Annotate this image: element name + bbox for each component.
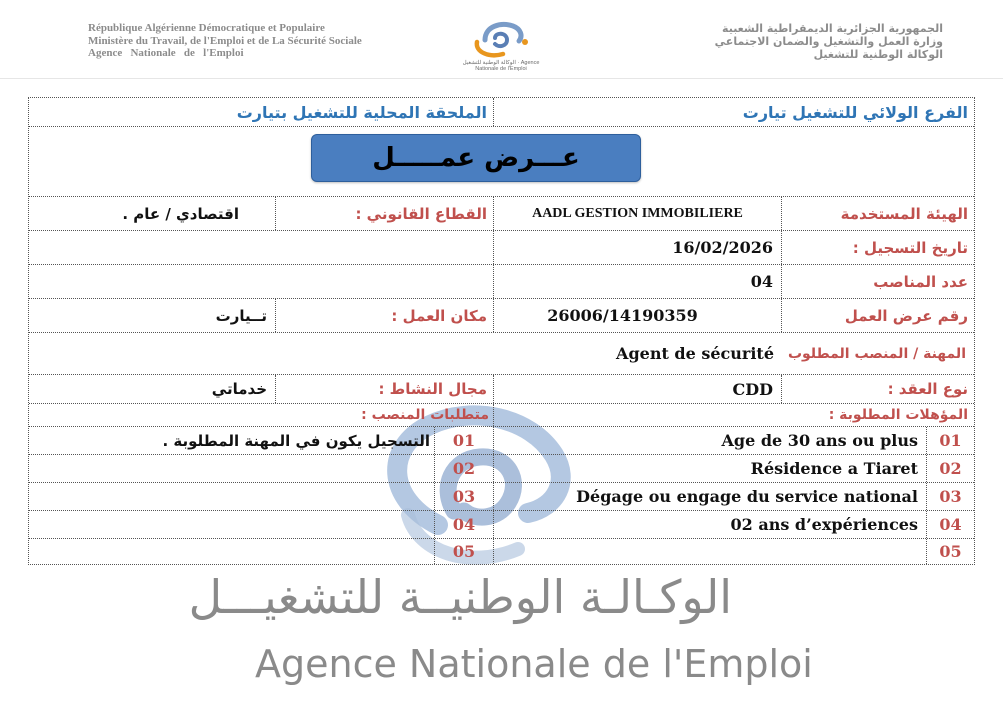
requirement-text	[29, 539, 435, 564]
footer-agency-arabic: الوكـالـة الوطنيــة للتشغيـــل	[188, 570, 732, 624]
branch-local: الملحقة المحلية للتشغيل بتيارت	[29, 98, 494, 126]
qualification-number: 03	[939, 487, 962, 506]
anem-logo-icon	[455, 16, 547, 74]
qualification-number: 02	[939, 459, 962, 478]
positions-count-label: عدد المناصب	[873, 272, 968, 291]
list-row	[29, 455, 974, 483]
offer-number-label: رقم عرض العمل	[844, 306, 968, 325]
logo-caption: الوكالة الوطنية للتشغيل · Agence Nationale de l'Emploi	[462, 60, 540, 72]
requirement-number: 01	[435, 427, 494, 454]
empty-cell	[276, 265, 494, 298]
list-row	[29, 427, 974, 455]
qualification-text: Age de 30 ans ou plus	[494, 427, 927, 454]
letterhead-ar-line: وزارة العمل والتشغيل والضمان الاجتماعي	[714, 35, 943, 48]
branch-row	[29, 98, 974, 127]
list-row	[29, 511, 974, 539]
qualification-number: 01	[939, 431, 962, 450]
offer-title: عـــرض عمـــــل	[372, 143, 580, 173]
branch-wilaya: الفرع الولائي للتشغيل تيارت	[742, 102, 968, 122]
qualification-text	[494, 539, 927, 564]
letterhead-fr-line: Agence Nationale de l'Emploi	[88, 47, 244, 59]
qualification-number: 05	[939, 542, 962, 561]
requirement-number: 03	[435, 483, 494, 510]
requirement-text: التسجيل يكون في المهنة المطلوبة .	[29, 427, 435, 454]
registration-date-value: 16/02/2026	[494, 231, 782, 264]
job-offer-form	[28, 97, 975, 565]
workplace-value: تــيارت	[29, 299, 276, 332]
offer-number-value: 26006/14190359	[494, 299, 782, 332]
offer-number-row	[29, 299, 974, 333]
section-labels-row	[29, 404, 974, 427]
list-row	[29, 483, 974, 511]
requirement-text	[29, 483, 435, 510]
requirement-text	[29, 455, 435, 482]
requirement-number: 05	[435, 539, 494, 564]
letterhead-ar-line: الجمهورية الجزائرية الديمقراطية الشعبية	[722, 22, 943, 35]
requirement-number: 04	[435, 511, 494, 538]
job-title-value: Agent de sécurité	[616, 344, 774, 363]
positions-count-value: 04	[494, 265, 782, 298]
contract-type-value: CDD	[494, 375, 782, 403]
requirements-label: متطلبات المنصب :	[29, 404, 494, 426]
activity-field-value: خدماتي	[29, 375, 276, 403]
legal-sector-label: القطاع القانوني :	[276, 197, 494, 230]
letterhead-fr-line: Ministère du Travail, de l'Emploi et de La Sécurité Sociale	[88, 34, 362, 47]
registration-date-row	[29, 231, 974, 265]
employer-value: AADL GESTION IMMOBILIERE	[494, 197, 782, 230]
contract-type-row	[29, 375, 974, 404]
letterhead-fr-line: République Algérienne Démocratique et Populaire	[88, 22, 325, 34]
qualifications-label: المؤهلات المطلوبة :	[828, 407, 968, 423]
title-row	[29, 127, 974, 197]
offer-title-banner	[311, 134, 641, 182]
qualification-text: Résidence a Tiaret	[494, 455, 927, 482]
letterhead-ar-line: الوكالة الوطنية للتشغيل	[813, 48, 943, 61]
job-title-row	[29, 333, 974, 375]
job-title-label: المهنة / المنصب المطلوب	[787, 345, 966, 362]
workplace-label: مكان العمل :	[276, 299, 494, 332]
qualification-number: 04	[939, 515, 962, 534]
letterhead-arabic	[715, 22, 943, 61]
empty-cell	[276, 231, 494, 264]
requirement-text	[29, 511, 435, 538]
qualification-text: 02 ans d’expériences	[494, 511, 927, 538]
employer-label: الهيئة المستخدمة	[840, 204, 968, 223]
activity-field-label: مجال النشاط :	[276, 375, 494, 403]
legal-sector-value: اقتصادي / عام .	[29, 197, 276, 230]
list-row	[29, 539, 974, 564]
letterhead-french	[88, 22, 362, 60]
qualification-text: Dégage ou engage du service national	[494, 483, 927, 510]
requirement-number: 02	[435, 455, 494, 482]
footer-agency-french: Agence Nationale de l'Emploi	[255, 642, 813, 686]
letterhead	[0, 0, 1003, 79]
contract-type-label: نوع العقد :	[887, 380, 968, 398]
positions-count-row	[29, 265, 974, 299]
registration-date-label: تاريخ التسجيل :	[852, 238, 968, 257]
employer-row	[29, 197, 974, 231]
